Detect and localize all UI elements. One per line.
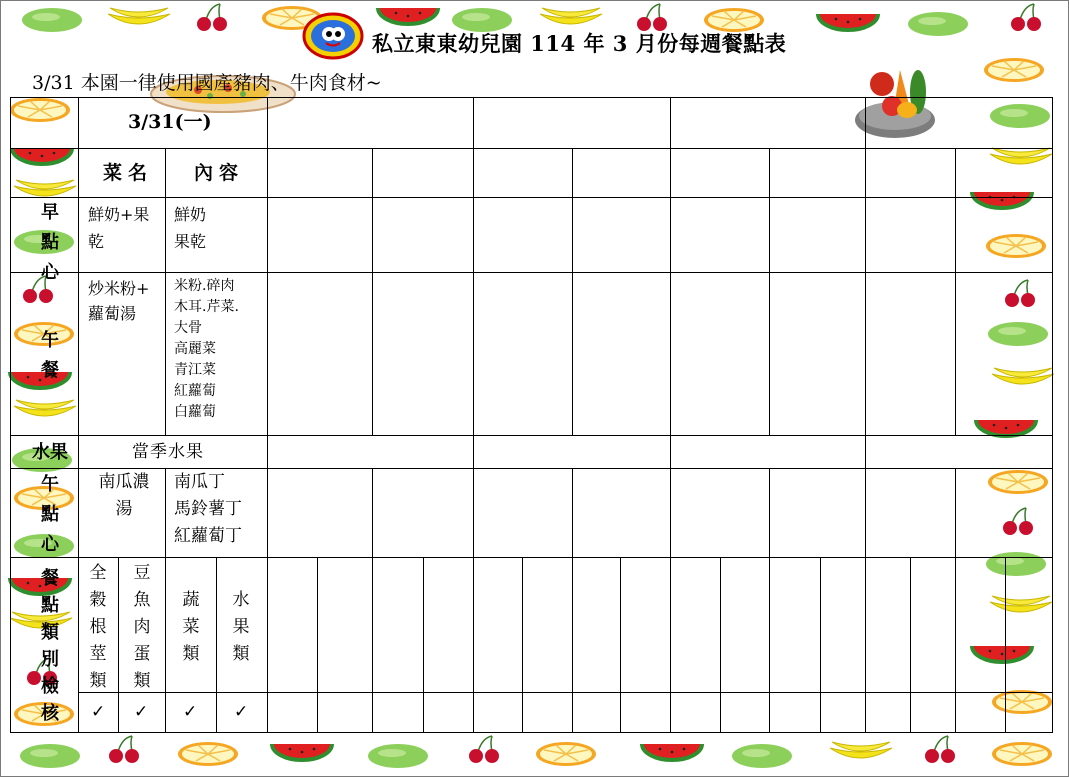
category-fruit: 水 果 類: [232, 590, 250, 664]
column-content-header: 內容: [194, 162, 245, 184]
breakfast-dish: 鮮奶+果 乾: [88, 205, 150, 251]
lunch-dish: 炒米粉+ 蘿蔔湯: [88, 279, 150, 323]
check-mark-fruit: ✓: [234, 702, 249, 722]
row-label-category-check: 餐 點 類 別 檢 核: [41, 568, 59, 724]
snack-dish: 南瓜濃 湯: [98, 472, 150, 519]
check-mark-vegetables: ✓: [183, 702, 198, 722]
row-label-snack: 午 點 心: [41, 474, 59, 555]
row-label-lunch: 午 餐: [41, 330, 59, 381]
page-title: 私立東東幼兒園 114 年 3 月份每週餐點表: [372, 31, 787, 56]
row-label-breakfast: 早 點 心: [41, 202, 59, 283]
day-date-label: 3/31(一): [128, 111, 212, 133]
row-label-fruit: 水果: [32, 442, 68, 463]
lunch-content: 米粉.碎肉 木耳.芹菜. 大骨 高麗菜 青江菜 紅蘿蔔 白蘿蔔: [174, 278, 239, 420]
breakfast-content: 鮮奶 果乾: [174, 205, 207, 251]
check-mark-protein: ✓: [134, 702, 149, 722]
meat-notice: 3/31 本園一律使用國產豬肉、牛肉食材~: [32, 72, 382, 94]
category-protein: 豆 魚 肉 蛋 類: [133, 563, 151, 691]
snack-content: 南瓜丁 馬鈴薯丁 紅蘿蔔丁: [174, 472, 242, 546]
check-mark-grains: ✓: [91, 702, 106, 722]
category-vegetables: 蔬 菜 類: [182, 590, 200, 664]
column-dish-header: 菜名: [103, 162, 154, 184]
category-grains: 全 穀 根 莖 類: [89, 563, 107, 691]
fruit-content: 當季水果: [132, 442, 204, 462]
